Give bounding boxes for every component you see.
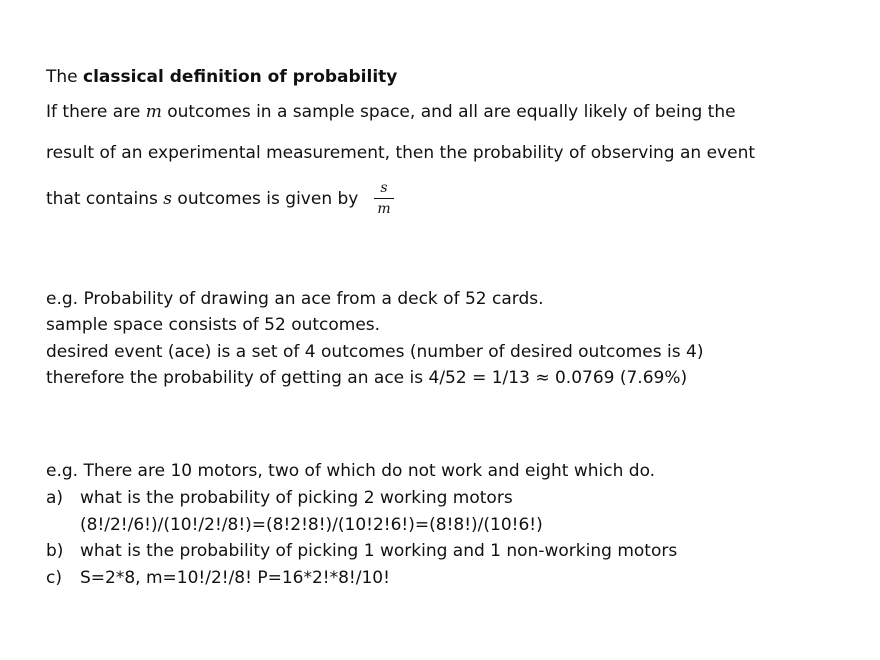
definition-line-3-end: outcomes is given by — [172, 189, 359, 209]
definition-line-3-start: that contains — [46, 189, 164, 209]
list-text-a-formula: (8!/2!/6!)/(10!/2!/8!)=(8!2!8!)/(10!2!6!)=(8!8!)/(10!6!) — [80, 515, 543, 535]
example1-line-2: sample space consists of 52 outcomes. — [46, 315, 381, 335]
list-text-c: S=2*8, m=10!/2!/8! P=16*2!*8!/10! — [80, 568, 390, 588]
heading-bold: classical definition of probability — [83, 67, 398, 87]
example1-line-4: therefore the probability of getting an ace is 4/52 = 1/13 ≈ 0.0769 (7.69%) — [46, 368, 688, 388]
variable-s: s — [163, 189, 173, 209]
list-marker-a: a) — [46, 488, 64, 508]
list-marker-b: b) — [46, 541, 64, 561]
example1-line-1: e.g. Probability of drawing an ace from a deck of 52 cards. — [46, 289, 544, 309]
fraction-bar — [374, 198, 394, 199]
fraction-numerator: s — [380, 180, 388, 196]
variable-m: m — [145, 102, 162, 122]
definition-line-3 — [46, 188, 358, 210]
heading — [46, 66, 397, 88]
example1-line-3: desired event (ace) is a set of 4 outcomes (number of desired outcomes is 4) — [46, 342, 704, 362]
definition-line-1-start: If there are — [46, 102, 146, 122]
definition-line-1-end: outcomes in a sample space, and all are equally likely of being the — [161, 102, 736, 122]
heading-prefix: The — [46, 67, 84, 87]
definition-line-1 — [46, 101, 736, 123]
list-text-b: what is the probability of picking 1 working and 1 non-working motors — [80, 541, 678, 561]
definition-line-2: result of an experimental measurement, then the probability of observing an event — [46, 143, 756, 163]
fraction-denominator: m — [377, 201, 391, 217]
list-text-a: what is the probability of picking 2 working motors — [80, 488, 513, 508]
example2-intro: e.g. There are 10 motors, two of which do not work and eight which do. — [46, 461, 656, 481]
fraction-s-over-m — [374, 180, 394, 217]
list-marker-c: c) — [46, 568, 62, 588]
